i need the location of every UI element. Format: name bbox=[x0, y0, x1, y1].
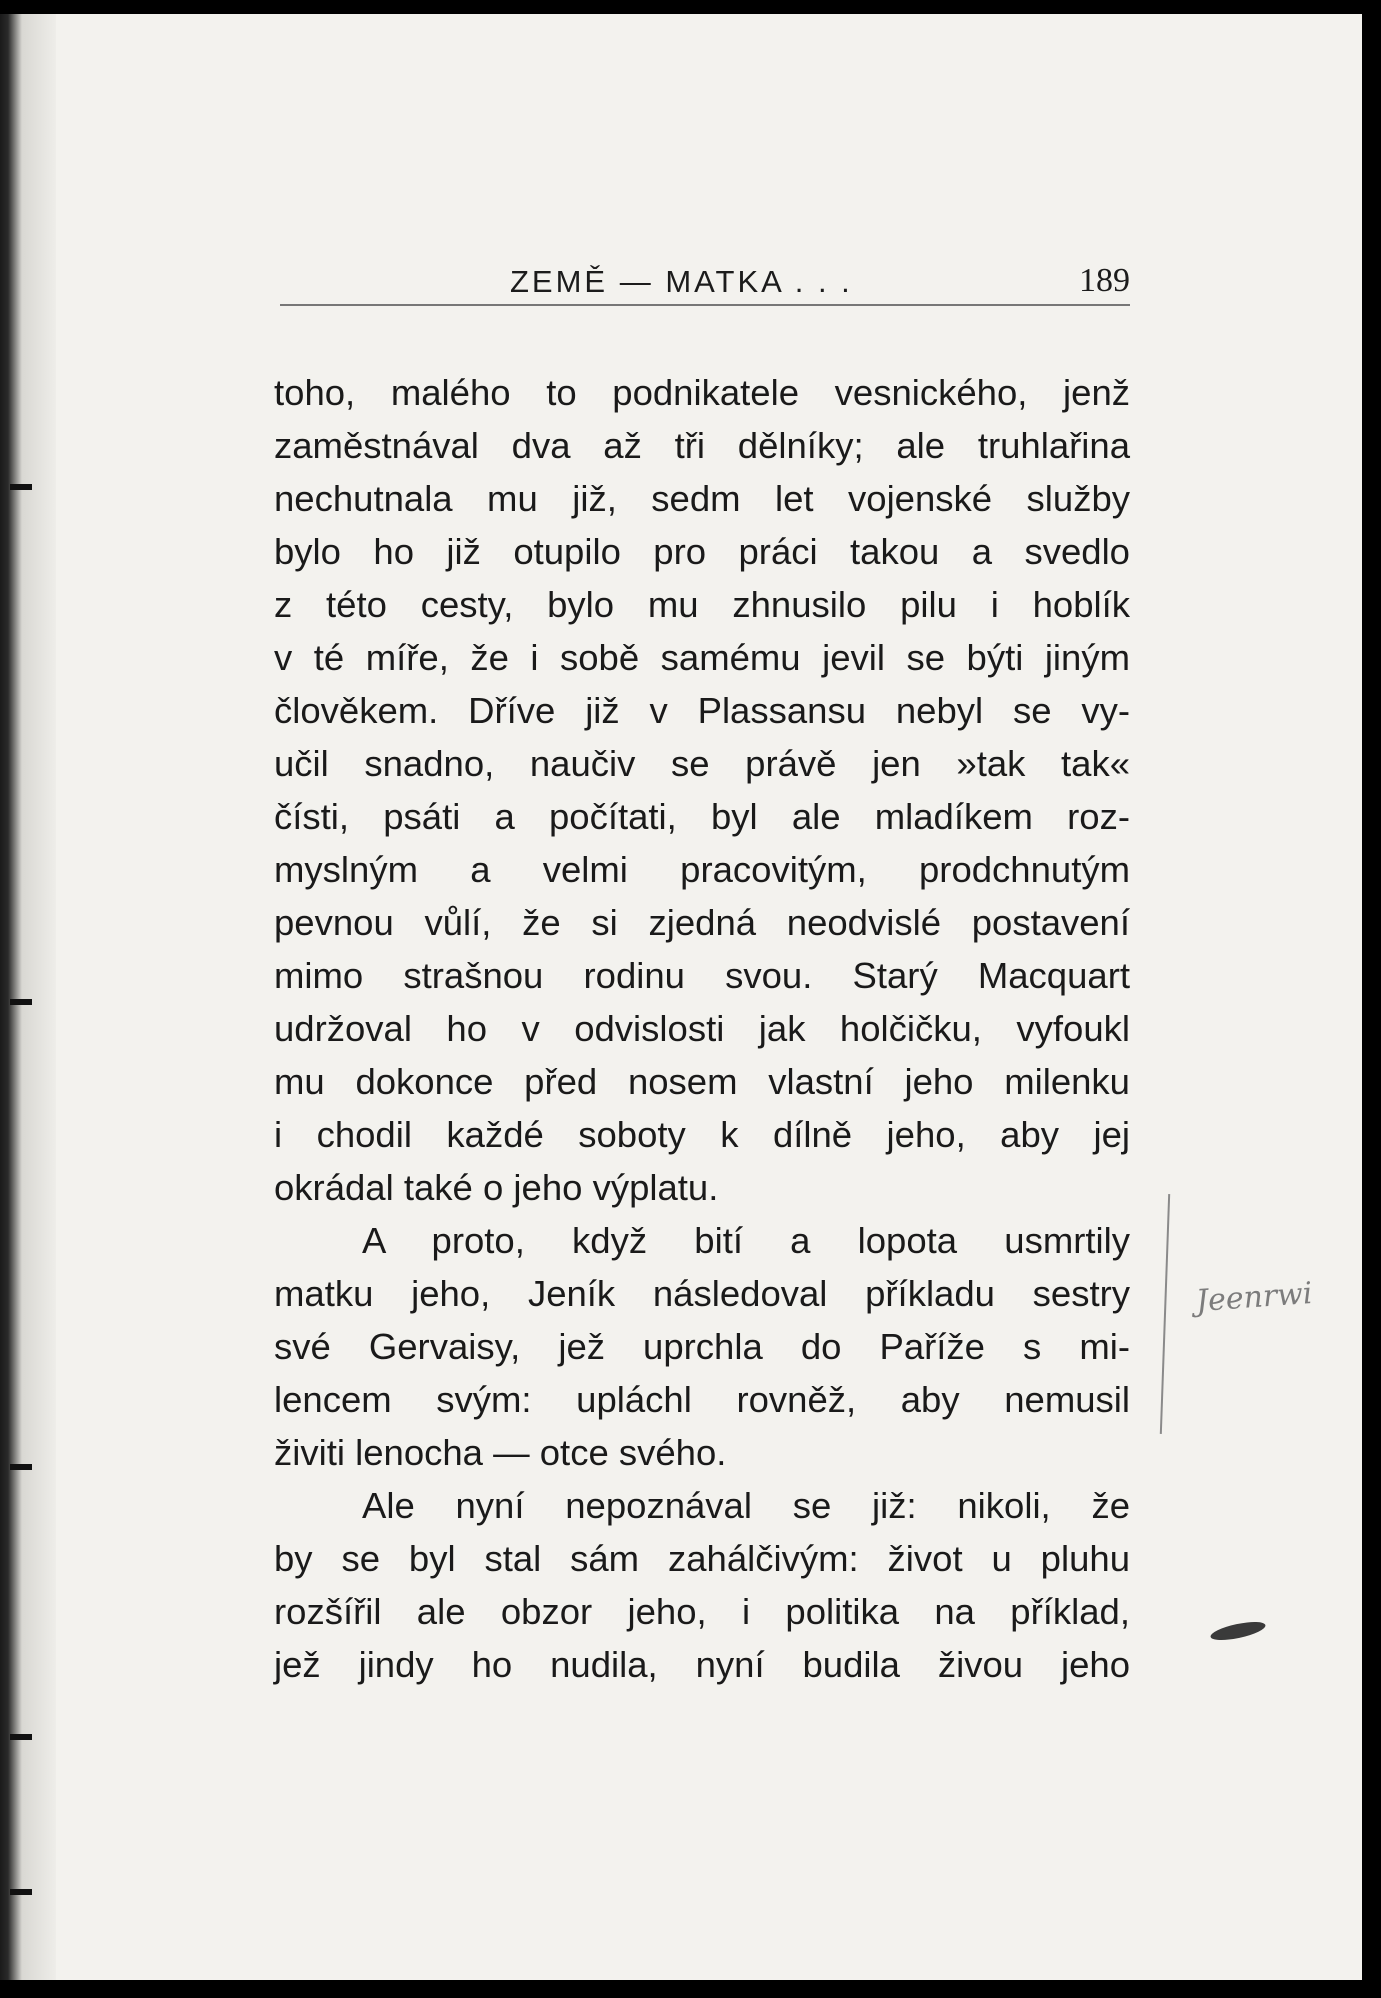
text-line: Ale nyní nepoznával se již: nikoli, že bbox=[362, 1485, 1130, 1526]
body-text bbox=[274, 366, 1130, 1691]
running-title: ZEMĚ — MATKA . . . bbox=[510, 264, 853, 299]
margin-handwriting: Jeenrwi bbox=[1194, 1275, 1314, 1320]
text-line: bylo ho již otupilo pro práci takou a svedlo bbox=[274, 531, 1130, 572]
text-line: rozšířil ale obzor jeho, i politika na příklad, bbox=[274, 1591, 1130, 1632]
text-line: nechutnala mu již, sedm let vojenské služby bbox=[274, 478, 1130, 519]
book-spine-shadow bbox=[0, 14, 56, 1980]
spine-mark bbox=[10, 999, 32, 1005]
text-line: A proto, když bití a lopota usmrtily bbox=[362, 1220, 1130, 1261]
text-line: udržoval ho v odvislosti jak holčičku, vyfoukl bbox=[274, 1008, 1130, 1049]
text-line: v té míře, že i sobě samému jevil se býti jiným bbox=[274, 637, 1130, 678]
text-line: zaměstnával dva až tři dělníky; ale truhlařina bbox=[274, 425, 1130, 466]
spine-mark bbox=[10, 1734, 32, 1740]
page-number: 189 bbox=[1079, 262, 1130, 299]
text-line: své Gervaisy, jež uprchla do Paříže s mi- bbox=[274, 1326, 1130, 1367]
text-line: člověkem. Dříve již v Plassansu nebyl se vy- bbox=[274, 690, 1130, 731]
spine-mark bbox=[10, 1889, 32, 1895]
margin-pencil-bracket bbox=[1160, 1194, 1170, 1434]
running-head bbox=[280, 252, 1130, 306]
text-line: lencem svým: upláchl rovněž, aby nemusil bbox=[274, 1379, 1130, 1420]
text-line: živiti lenocha — otce svého. bbox=[274, 1432, 727, 1473]
text-line: učil snadno, naučiv se právě jen »tak tak« bbox=[274, 743, 1130, 784]
text-line: toho, malého to podnikatele vesnického, jenž bbox=[274, 372, 1130, 413]
text-line: mimo strašnou rodinu svou. Starý Macquart bbox=[274, 955, 1130, 996]
text-line: z této cesty, bylo mu zhnusilo pilu i hoblík bbox=[274, 584, 1130, 625]
text-line: pevnou vůlí, že si zjedná neodvislé postavení bbox=[274, 902, 1130, 943]
text-line: matku jeho, Jeník následoval příkladu sestry bbox=[274, 1273, 1130, 1314]
text-line: by se byl stal sám zahálčivým: život u pluhu bbox=[274, 1538, 1130, 1579]
spine-mark bbox=[10, 1464, 32, 1470]
text-line: mu dokonce před nosem vlastní jeho milenku bbox=[274, 1061, 1130, 1102]
text-line: i chodil každé soboty k dílně jeho, aby jej bbox=[274, 1114, 1130, 1155]
text-line: čísti, psáti a počítati, byl ale mladíkem roz- bbox=[274, 796, 1130, 837]
book-page bbox=[0, 14, 1362, 1980]
text-line: myslným a velmi pracovitým, prodchnutým bbox=[274, 849, 1130, 890]
text-line: jež jindy ho nudila, nyní budila živou jeho bbox=[274, 1644, 1130, 1685]
spine-mark bbox=[10, 484, 32, 490]
text-line: okrádal také o jeho výplatu. bbox=[274, 1167, 719, 1208]
ink-smudge bbox=[1209, 1618, 1267, 1643]
